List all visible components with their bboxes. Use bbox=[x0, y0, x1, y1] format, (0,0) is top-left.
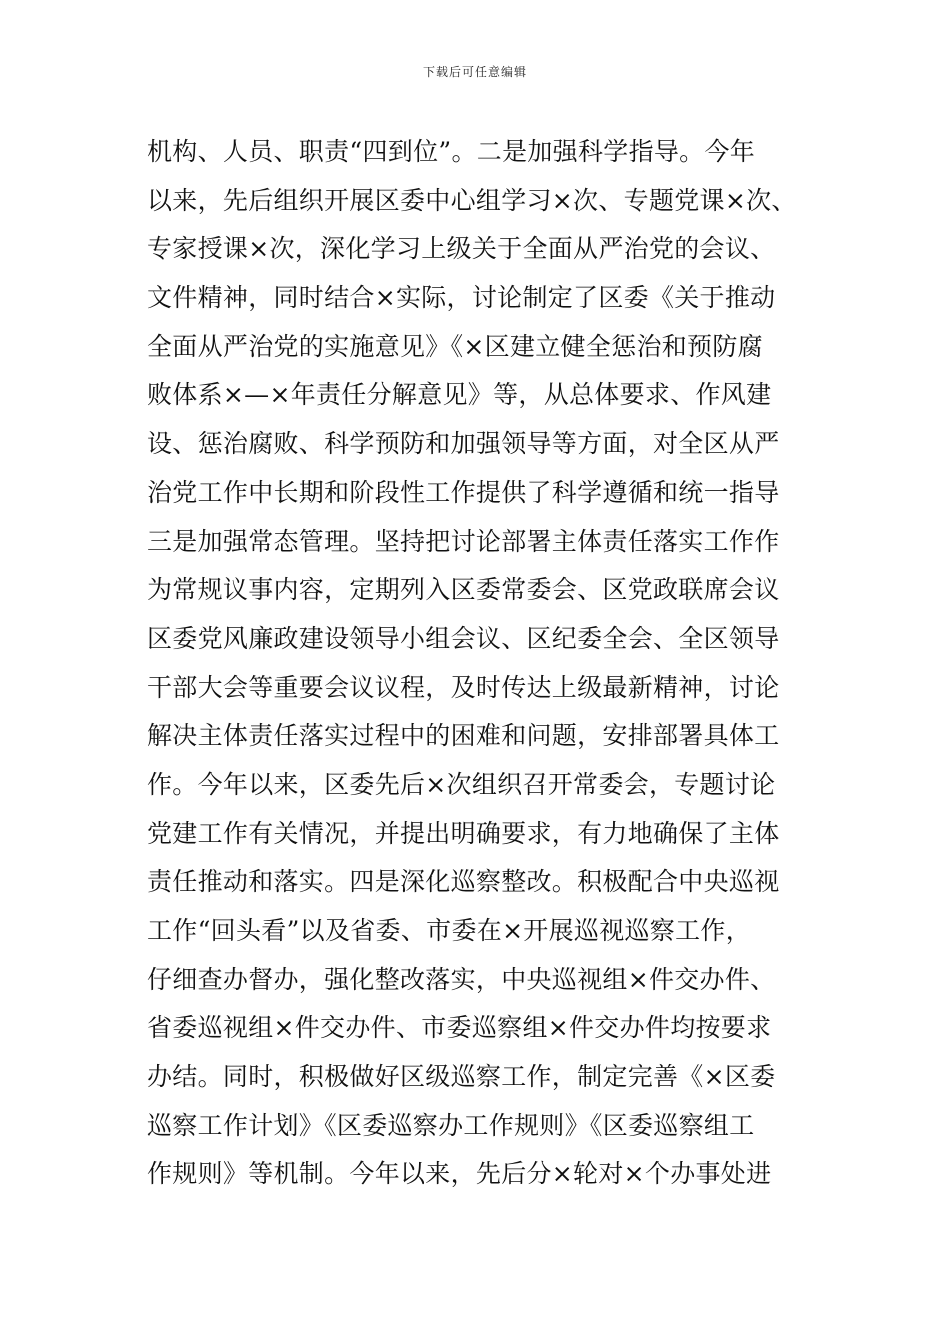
text-line: 省委巡视组×件交办件、市委巡察组×件交办件均按要求 bbox=[147, 1013, 772, 1043]
text-line: 干部大会等重要会议议程，及时传达上级最新精神，讨论 bbox=[147, 672, 780, 702]
header-note: 下载后可任意编辑 bbox=[422, 65, 527, 79]
text-line: 工作“回头看”以及省委、市委在×开展巡视巡察工作， bbox=[147, 916, 752, 945]
text-line: 以来，先后组织开展区委中心组学习×次、专题党课×次、 bbox=[147, 185, 797, 215]
text-line: 区委党风廉政建设领导小组会议、区纪委全会、全区领导 bbox=[147, 623, 780, 653]
text-line: 为常规议事内容，定期列入区委常委会、区党政联席会议 bbox=[147, 575, 780, 605]
text-line: 全面从严治党的实施意见》《×区建立健全惩治和预防腐 bbox=[147, 331, 763, 361]
text-line: 设、惩治腐败、科学预防和加强领导等方面，对全区从严 bbox=[147, 429, 780, 459]
text-line: 党建工作有关情况，并提出明确要求，有力地确保了主体 bbox=[147, 818, 780, 848]
text-line: 专家授课×次，深化学习上级关于全面从严治党的会议、 bbox=[147, 234, 776, 264]
text-line: 作。今年以来，区委先后×次组织召开常委会，专题讨论 bbox=[147, 769, 776, 799]
text-line: 责任推动和落实。四是深化巡察整改。积极配合中央巡视 bbox=[147, 867, 780, 897]
text-line: 巡察工作计划》《区委巡察办工作规则》《区委巡察组工 bbox=[147, 1110, 755, 1140]
text-line: 败体系×—×年责任分解意见》等，从总体要求、作风建 bbox=[147, 380, 772, 410]
text-line: 三是加强常态管理。坚持把讨论部署主体责任落实工作作 bbox=[147, 526, 780, 556]
text-line: 机构、人员、职责“四到位”。二是加强科学指导。今年 bbox=[147, 137, 756, 166]
text-line: 仔细查办督办，强化整改落实，中央巡视组×件交办件、 bbox=[147, 964, 776, 994]
body-text bbox=[147, 128, 837, 1199]
text-line: 文件精神，同时结合×实际，讨论制定了区委《关于推动 bbox=[147, 283, 776, 313]
text-line: 办结。同时，积极做好区级巡察工作，制定完善《×区委 bbox=[147, 1062, 776, 1092]
text-line: 作规则》等机制。今年以来，先后分×轮对×个办事处进 bbox=[147, 1159, 772, 1189]
text-line: 解决主体责任落实过程中的困难和问题，安排部署具体工 bbox=[147, 721, 780, 751]
text-line: 治党工作中长期和阶段性工作提供了科学遵循和统一指导 bbox=[147, 477, 780, 507]
